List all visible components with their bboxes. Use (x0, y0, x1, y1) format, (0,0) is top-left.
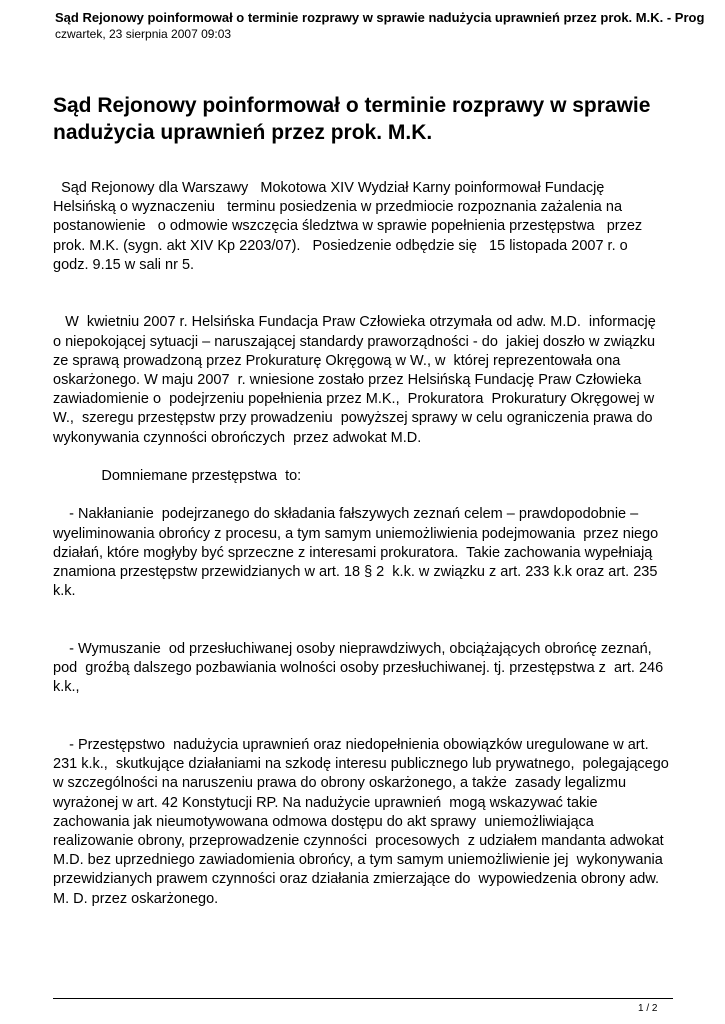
paragraph-heading-offences: Domniemane przestępstwa to: (53, 468, 302, 485)
blank-line (53, 697, 678, 716)
header-date: czwartek, 23 sierpnia 2007 09:03 (55, 27, 232, 41)
blank-line (53, 486, 678, 505)
footer-divider (53, 998, 673, 999)
blank-line (53, 621, 678, 640)
page-number: 1 / 2 (638, 1003, 658, 1014)
blank-line (53, 601, 678, 620)
blank-line (53, 448, 678, 467)
page-header (55, 10, 725, 42)
paragraph-background: W kwietniu 2007 r. Helsińska Fundacja Praw Człowieka otrzymała od adw. M.D. informację o niepokojącej sytuacji – naruszającej standardy praworządności - do jakiej doszło w związku ze sprawą prowadzoną przez Prokuraturę Okręgową w W., w której reprezentowała ona oskarżonego. W maju 2007 r. wniesione zostało przez Helsińską Fundację Praw Człowieka zawiadomienie o podejrzeniu popełnienia przez M.K., Prokuratora Prokuratury Okręgowej w W., szeregu przestępstw przy prowadzeniu powyższej sprawy w celu ograniczenia prawa do wykonywania czynności obrończych przez adwokat M.D. (53, 314, 656, 446)
paragraph-offence-3: - Przestępstwo nadużycia uprawnień oraz niedopełnienia obowiązków uregulowane w art. 231 k.k., skutkujące działaniami na szkodę interesu publicznego lub prywatnego, polegającego w szczególności na naruszeniu prawa do obrony oskarżonego, a także zasady legalizmu wyrażonej w art. 42 Konstytucji RP. Na nadużycie uprawnień mogą wskazywać takie zachowania jak nieumotywowana odmowa dostępu do akt sprawy uniemożliwiająca realizowanie obrony, przeprowadzenie czynności procesowych z udziałem mandanta adwokat M.D. bez uprzedniego zawiadomienia obrońcy, a tym samym uniemożliwienie jej wykonywania przewidzianych prawem czynności oraz działania zmierzające do wypowiedzenia obrony adw. M. D. przez oskarżonego. (53, 736, 669, 907)
header-title: Sąd Rejonowy poinformował o terminie rozprawy w sprawie nadużycia uprawnień przez prok. M.K. - Prog (55, 10, 705, 25)
blank-line (53, 275, 678, 294)
paragraph-offence-2: - Wymuszanie od przesłuchiwanej osoby nieprawdziwych, obciążających obrońcę zeznań, pod groźbą dalszego pozbawiania wolności osoby przesłuchiwanej. tj. przestępstwa z art. 246 k.k., (53, 640, 664, 696)
article-title: Sąd Rejonowy poinformował o terminie rozprawy w sprawie nadużycia uprawnień przez prok. M.K. (53, 94, 651, 144)
blank-line (53, 294, 678, 313)
paragraph-offence-1: - Nakłanianie podejrzanego do składania fałszywych zeznań celem – prawdopodobnie – wyeliminowania obrońcy z procesu, a tym samym uniemożliwienia podejmowania przez niego działań, które mogłyby być sprzeczne z interesami prokuratora. Takie zachowania wypełniają znamiona przestępstw przewidzianych w art. 18 § 2 k.k. w związku z art. 233 k.k oraz art. 235 k.k. (53, 506, 659, 600)
paragraph-intro: Sąd Rejonowy dla Warszawy Mokotowa XIV Wydział Karny poinformował Fundację Helsińską o wyznaczeniu terminu posiedzenia w przedmiocie rozpoznania zażalenia na postanowienie o odmowie wszczęcia śledztwa w sprawie popełnienia przestępstwa przez prok. M.K. (sygn. akt XIV Kp 2203/07). Posiedzenie odbędzie się 15 listopada 2007 r. o godz. 9.15 w sali nr 5. (53, 180, 643, 273)
blank-line (53, 717, 678, 736)
article-body (53, 179, 678, 909)
